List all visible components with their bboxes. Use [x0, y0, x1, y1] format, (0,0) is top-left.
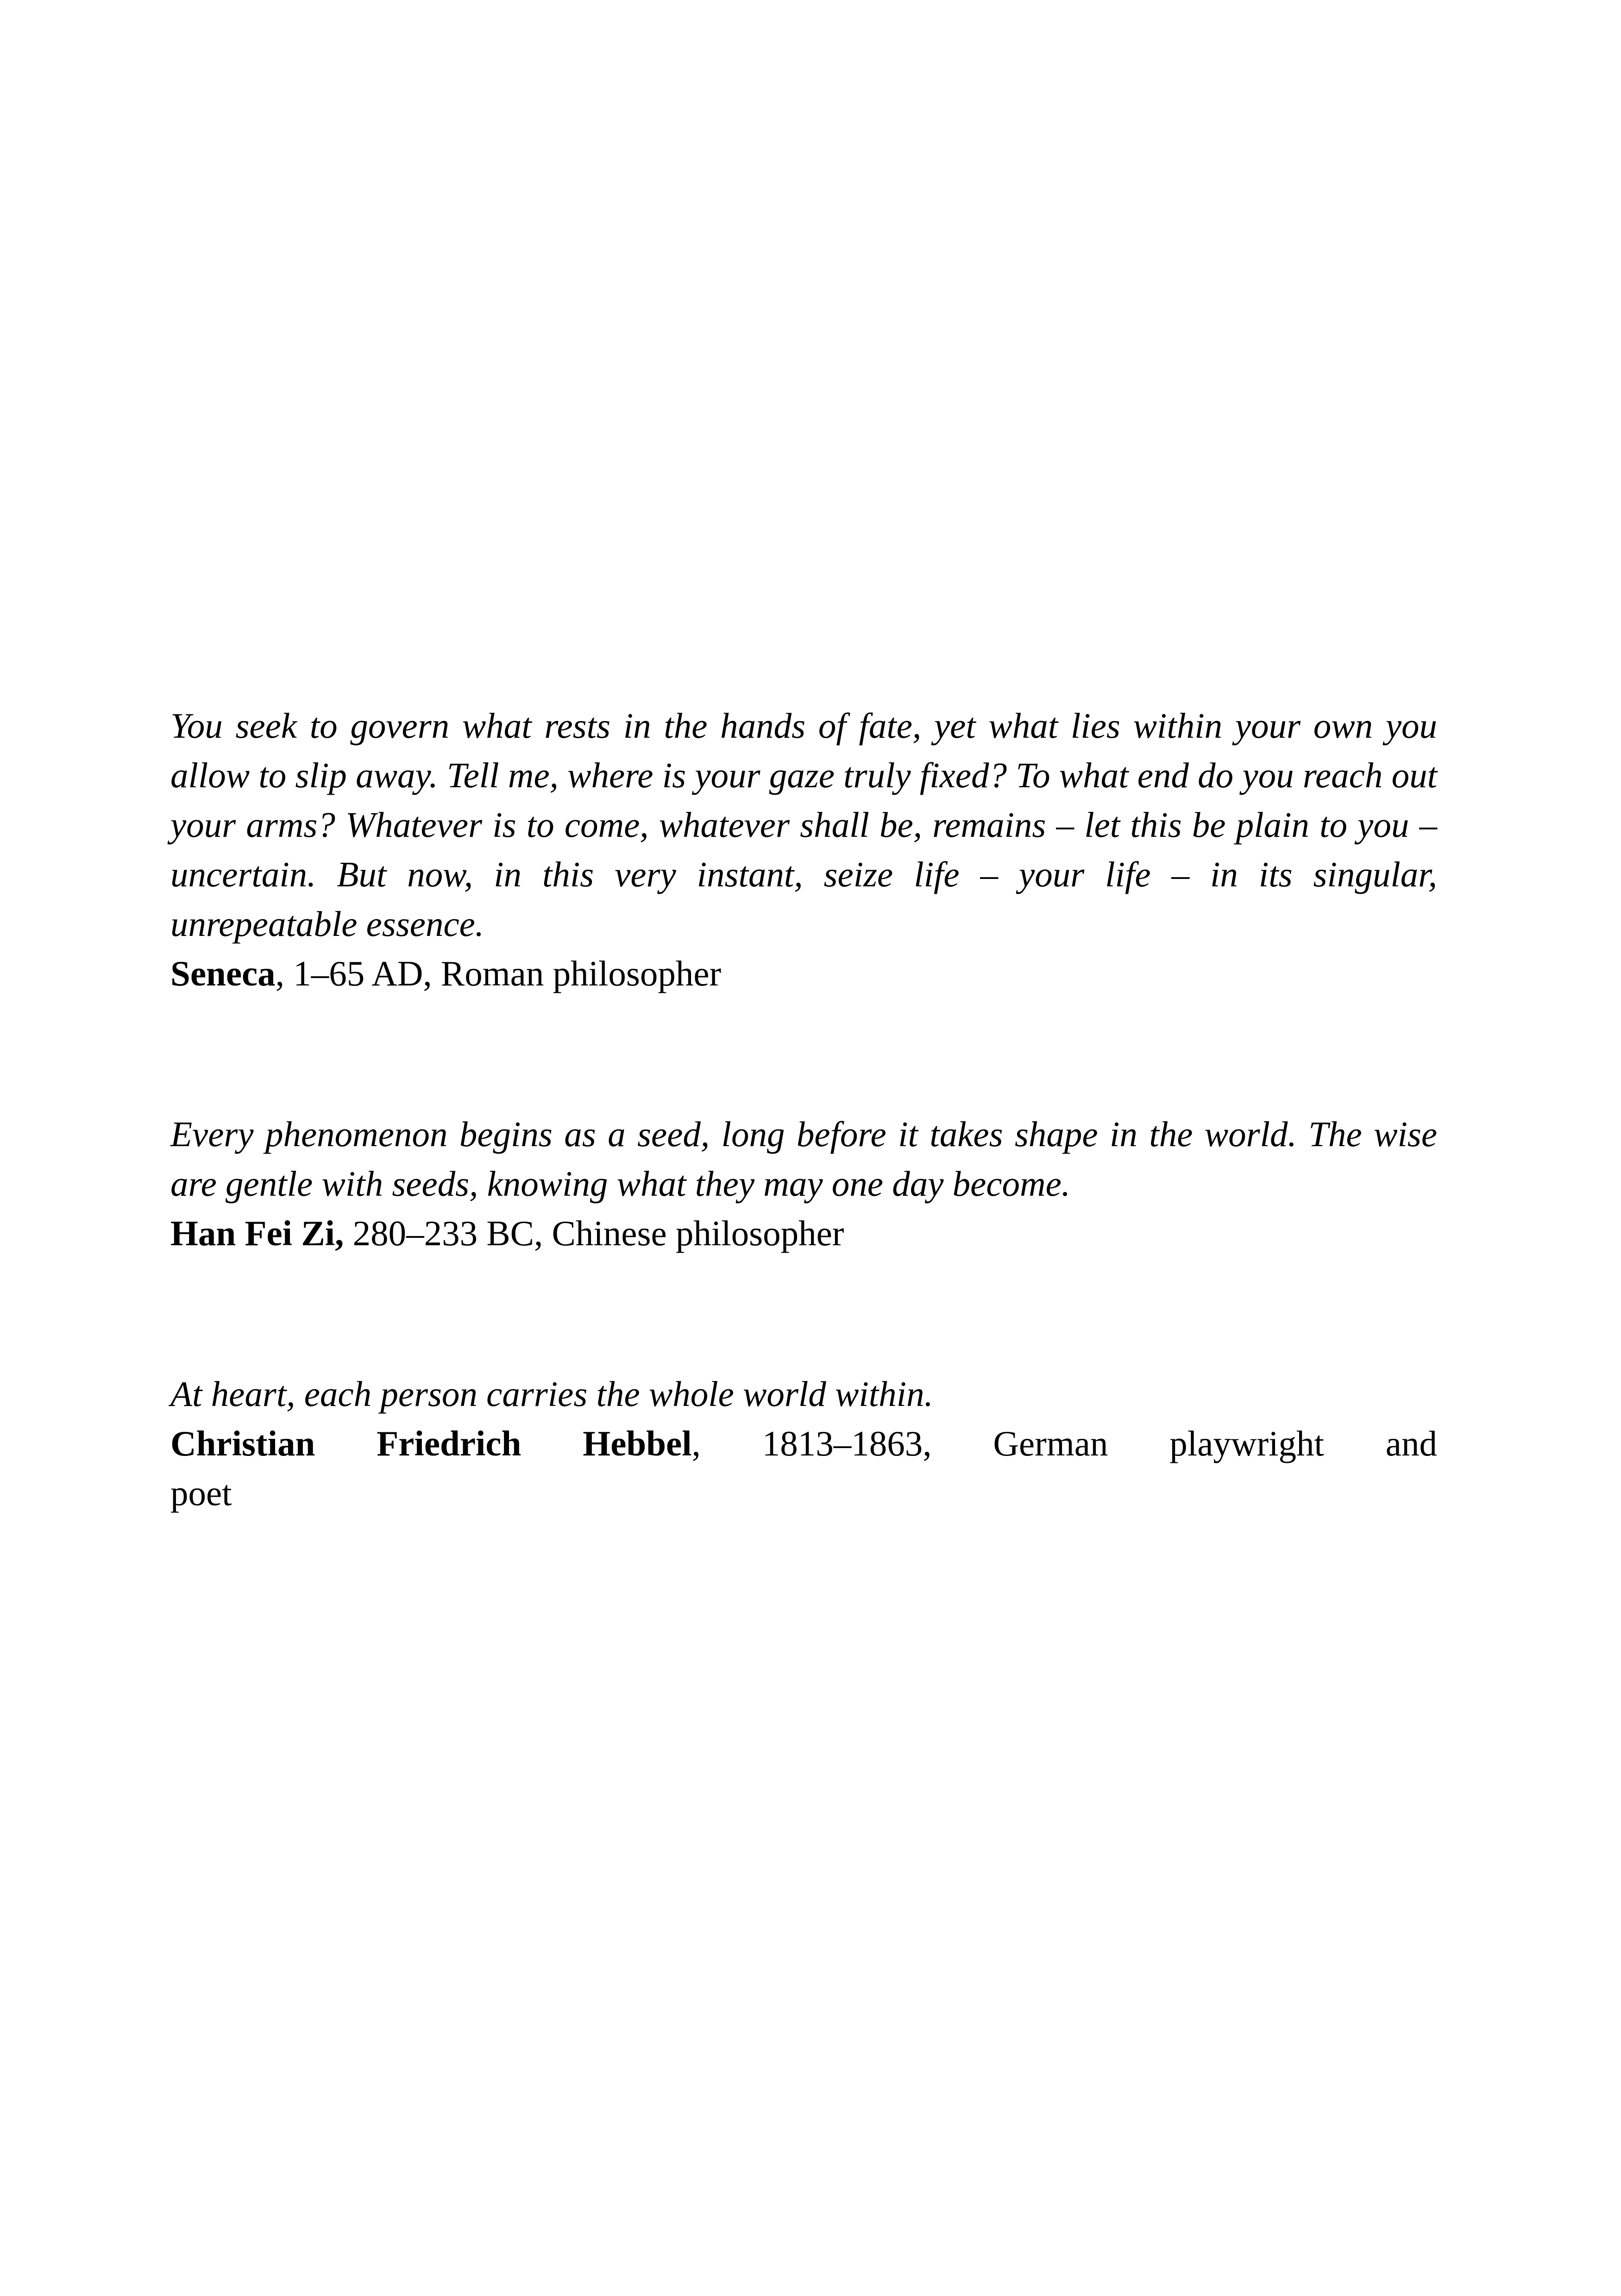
author-details-han-fei-zi: 280–233 BC, Chinese philosopher — [344, 1213, 844, 1253]
quote-block-han-fei-zi — [170, 1110, 1437, 1258]
quote-text-seneca: You seek to govern what rests in the hands of fate, yet what lies within your own you allow to slip away. Tell me, where is your gaze truly fixed? To what end do you reach out your arms? Whatever is to come, whatever shall be, remains – let this be plain to you – uncertain. But now, in this very instant, seize life – your life – in its singular, unrepeatable essence. — [170, 706, 1437, 944]
attribution-han-fei-zi — [170, 1209, 1437, 1258]
quote-text-han-fei-zi: Every phenomenon begins as a seed, long before it takes shape in the world. The wise are gentle with seeds, knowing what they may one day become. — [170, 1114, 1437, 1204]
author-name-seneca: Seneca — [170, 954, 276, 993]
attribution-hebbel — [170, 1419, 1437, 1518]
author-details-hebbel: , 1813–1863, German playwright and — [691, 1424, 1437, 1463]
author-details-seneca: , 1–65 AD, Roman philosopher — [275, 954, 722, 993]
quote-text-hebbel: At heart, each person carries the whole world within. — [170, 1374, 933, 1414]
quote-block-seneca — [170, 701, 1437, 998]
author-details-hebbel-line2: poet — [170, 1473, 232, 1513]
quote-block-hebbel — [170, 1369, 1437, 1518]
attribution-seneca — [170, 949, 1437, 998]
quotes-section — [170, 701, 1437, 1518]
author-name-hebbel: Christian Friedrich Hebbel — [170, 1424, 692, 1463]
author-name-han-fei-zi: Han Fei Zi, — [170, 1213, 344, 1253]
